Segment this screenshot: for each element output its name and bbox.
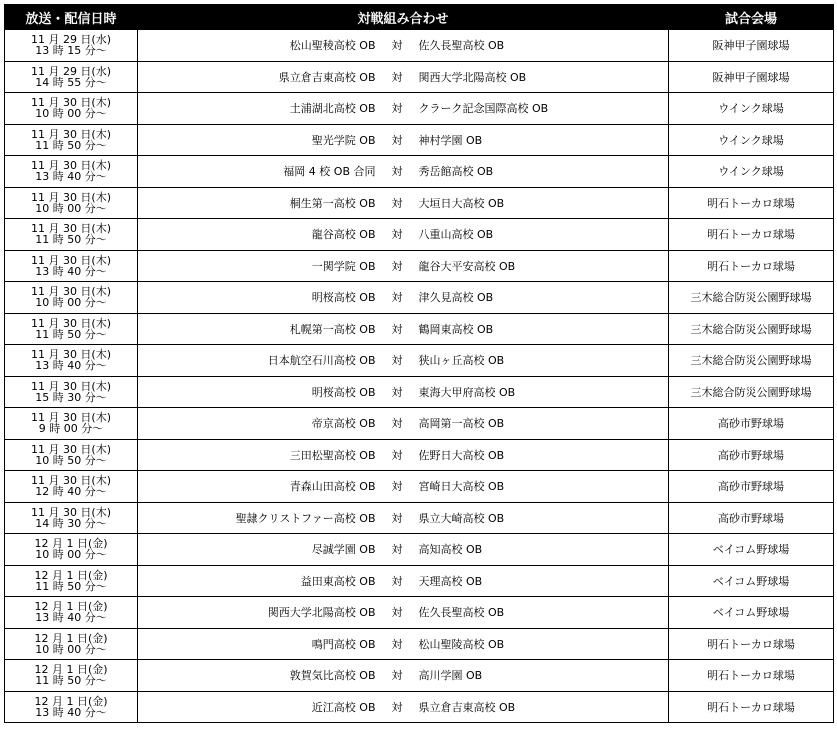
date-cell — [5, 124, 138, 156]
vs-label: 対 — [382, 345, 413, 377]
date-cell — [5, 660, 138, 692]
time-text: 11 時 50 分～ — [35, 579, 107, 593]
date-text: 12 月 1 日(金) — [34, 694, 108, 708]
vs-label: 対 — [382, 502, 413, 534]
venue-cell: 高砂市野球場 — [669, 502, 834, 534]
venue-cell: 明石トーカロ球場 — [669, 187, 834, 219]
home-team: 松山聖稜高校 OB — [138, 30, 382, 62]
date-cell — [5, 219, 138, 251]
away-team: 宮崎日大高校 OB — [413, 471, 669, 503]
time-text: 13 時 40 分～ — [35, 264, 107, 278]
home-team: 青森山田高校 OB — [138, 471, 382, 503]
date-cell — [5, 597, 138, 629]
time-text: 10 時 00 分～ — [35, 642, 107, 656]
date-cell — [5, 313, 138, 345]
away-team: 佐野日大高校 OB — [413, 439, 669, 471]
vs-label: 対 — [382, 124, 413, 156]
date-text: 12 月 1 日(金) — [34, 537, 108, 551]
away-team: 佐久長聖高校 OB — [413, 597, 669, 629]
table-row — [5, 313, 834, 345]
time-text: 13 時 40 分～ — [35, 170, 107, 184]
table-row — [5, 471, 834, 503]
venue-cell: 明石トーカロ球場 — [669, 691, 834, 723]
home-team: 桐生第一高校 OB — [138, 187, 382, 219]
table-row — [5, 534, 834, 566]
date-text: 11 月 30 日(木) — [30, 348, 112, 362]
date-text: 11 月 29 日(水) — [30, 33, 112, 47]
table-row — [5, 691, 834, 723]
date-cell — [5, 282, 138, 314]
vs-label: 対 — [382, 313, 413, 345]
away-team: 関西大学北陽高校 OB — [413, 61, 669, 93]
date-text: 11 月 30 日(木) — [30, 285, 112, 299]
date-text: 12 月 1 日(金) — [34, 600, 108, 614]
table-row — [5, 282, 834, 314]
venue-cell: 阪神甲子園球場 — [669, 61, 834, 93]
time-text: 11 時 50 分～ — [35, 233, 107, 247]
date-cell — [5, 93, 138, 125]
date-text: 11 月 30 日(木) — [30, 316, 112, 330]
time-text: 12 時 40 分～ — [35, 485, 107, 499]
date-text: 11 月 30 日(木) — [30, 96, 112, 110]
table-row — [5, 345, 834, 377]
date-text: 11 月 30 日(木) — [30, 442, 112, 456]
time-text: 14 時 30 分～ — [35, 516, 107, 530]
away-team: 県立倉吉東高校 OB — [413, 691, 669, 723]
home-team: 益田東高校 OB — [138, 565, 382, 597]
venue-cell: ベイコム野球場 — [669, 565, 834, 597]
date-text: 11 月 30 日(木) — [30, 379, 112, 393]
away-team: 狭山ヶ丘高校 OB — [413, 345, 669, 377]
time-text: 15 時 30 分～ — [35, 390, 107, 404]
date-cell — [5, 61, 138, 93]
home-team: 尽誠学園 OB — [138, 534, 382, 566]
date-text: 11 月 30 日(木) — [30, 159, 112, 173]
home-team: 明桜高校 OB — [138, 282, 382, 314]
venue-cell: 高砂市野球場 — [669, 408, 834, 440]
venue-cell: ベイコム野球場 — [669, 534, 834, 566]
venue-cell: 高砂市野球場 — [669, 439, 834, 471]
date-text: 12 月 1 日(金) — [34, 663, 108, 677]
vs-label: 対 — [382, 376, 413, 408]
table-row — [5, 93, 834, 125]
date-cell — [5, 250, 138, 282]
table-row — [5, 187, 834, 219]
vs-label: 対 — [382, 471, 413, 503]
home-team: 近江高校 OB — [138, 691, 382, 723]
venue-cell: 三木総合防災公園野球場 — [669, 345, 834, 377]
home-team: 福岡 4 校 OB 合同 — [138, 156, 382, 188]
away-team: 八重山高校 OB — [413, 219, 669, 251]
date-text: 11 月 30 日(木) — [30, 505, 112, 519]
away-team: 松山聖陵高校 OB — [413, 628, 669, 660]
table-row — [5, 124, 834, 156]
away-team: 天理高校 OB — [413, 565, 669, 597]
time-text: 13 時 40 分～ — [35, 705, 107, 719]
venue-cell: ウインク球場 — [669, 124, 834, 156]
home-team: 聖光学院 OB — [138, 124, 382, 156]
time-text: 9 時 00 分～ — [38, 422, 104, 436]
home-team: 一関学院 OB — [138, 250, 382, 282]
vs-label: 対 — [382, 439, 413, 471]
home-team: 帝京高校 OB — [138, 408, 382, 440]
venue-cell: 三木総合防災公園野球場 — [669, 282, 834, 314]
home-team: 県立倉吉東高校 OB — [138, 61, 382, 93]
home-team: 敦賀気比高校 OB — [138, 660, 382, 692]
vs-label: 対 — [382, 93, 413, 125]
date-text: 11 月 30 日(木) — [30, 190, 112, 204]
home-team: 土浦湖北高校 OB — [138, 93, 382, 125]
venue-cell: 三木総合防災公園野球場 — [669, 376, 834, 408]
home-team: 関西大学北陽高校 OB — [138, 597, 382, 629]
schedule-rows — [5, 30, 834, 723]
table-row — [5, 565, 834, 597]
table-row — [5, 628, 834, 660]
table-row — [5, 408, 834, 440]
date-text: 11 月 29 日(水) — [30, 64, 112, 78]
time-text: 10 時 50 分～ — [35, 453, 107, 467]
date-text: 11 月 30 日(木) — [30, 474, 112, 488]
date-text: 11 月 30 日(木) — [30, 411, 112, 425]
time-text: 14 時 55 分～ — [35, 75, 107, 89]
away-team: 津久見高校 OB — [413, 282, 669, 314]
vs-label: 対 — [382, 219, 413, 251]
table-row — [5, 376, 834, 408]
header-venue: 試合会場 — [669, 5, 834, 30]
home-team: 日本航空石川高校 OB — [138, 345, 382, 377]
table-row — [5, 30, 834, 62]
home-team: 札幌第一高校 OB — [138, 313, 382, 345]
date-text: 11 月 30 日(木) — [30, 222, 112, 236]
vs-label: 対 — [382, 408, 413, 440]
date-cell — [5, 345, 138, 377]
home-team: 三田松聖高校 OB — [138, 439, 382, 471]
date-cell — [5, 439, 138, 471]
away-team: 東海大甲府高校 OB — [413, 376, 669, 408]
vs-label: 対 — [382, 250, 413, 282]
vs-label: 対 — [382, 30, 413, 62]
table-row — [5, 597, 834, 629]
date-cell — [5, 565, 138, 597]
date-cell — [5, 187, 138, 219]
time-text: 11 時 50 分～ — [35, 138, 107, 152]
table-row — [5, 439, 834, 471]
home-team: 龍谷高校 OB — [138, 219, 382, 251]
schedule-table — [4, 4, 834, 723]
time-text: 10 時 00 分～ — [35, 201, 107, 215]
home-team: 明桜高校 OB — [138, 376, 382, 408]
venue-cell: 三木総合防災公園野球場 — [669, 313, 834, 345]
venue-cell: 明石トーカロ球場 — [669, 250, 834, 282]
table-row — [5, 219, 834, 251]
vs-label: 対 — [382, 660, 413, 692]
home-team: 聖隷クリストファー高校 OB — [138, 502, 382, 534]
vs-label: 対 — [382, 61, 413, 93]
venue-cell: 明石トーカロ球場 — [669, 660, 834, 692]
vs-label: 対 — [382, 691, 413, 723]
vs-label: 対 — [382, 565, 413, 597]
date-cell — [5, 30, 138, 62]
venue-cell: 明石トーカロ球場 — [669, 219, 834, 251]
time-text: 13 時 40 分～ — [35, 611, 107, 625]
away-team: 県立大崎高校 OB — [413, 502, 669, 534]
time-text: 13 時 40 分～ — [35, 359, 107, 373]
vs-label: 対 — [382, 187, 413, 219]
venue-cell: ウインク球場 — [669, 156, 834, 188]
date-text: 11 月 30 日(木) — [30, 253, 112, 267]
time-text: 10 時 00 分～ — [35, 548, 107, 562]
away-team: 高岡第一高校 OB — [413, 408, 669, 440]
venue-cell: ウインク球場 — [669, 93, 834, 125]
away-team: 佐久長聖高校 OB — [413, 30, 669, 62]
date-cell — [5, 502, 138, 534]
vs-label: 対 — [382, 628, 413, 660]
date-cell — [5, 691, 138, 723]
vs-label: 対 — [382, 282, 413, 314]
away-team: 鶴岡東高校 OB — [413, 313, 669, 345]
home-team: 鳴門高校 OB — [138, 628, 382, 660]
date-cell — [5, 408, 138, 440]
away-team: 龍谷大平安高校 OB — [413, 250, 669, 282]
away-team: 高川学園 OB — [413, 660, 669, 692]
venue-cell: ベイコム野球場 — [669, 597, 834, 629]
away-team: 高知高校 OB — [413, 534, 669, 566]
header-matchup: 対戦組み合わせ — [138, 5, 669, 30]
date-cell — [5, 628, 138, 660]
date-cell — [5, 534, 138, 566]
time-text: 11 時 50 分～ — [35, 674, 107, 688]
table-row — [5, 156, 834, 188]
date-text: 11 月 30 日(木) — [30, 127, 112, 141]
table-row — [5, 250, 834, 282]
away-team: クラーク記念国際高校 OB — [413, 93, 669, 125]
time-text: 10 時 00 分～ — [35, 107, 107, 121]
table-row — [5, 61, 834, 93]
vs-label: 対 — [382, 156, 413, 188]
time-text: 13 時 15 分～ — [35, 44, 107, 58]
header-row — [5, 5, 834, 30]
date-text: 12 月 1 日(金) — [34, 568, 108, 582]
time-text: 10 時 00 分～ — [35, 296, 107, 310]
time-text: 11 時 50 分～ — [35, 327, 107, 341]
away-team: 秀岳館高校 OB — [413, 156, 669, 188]
venue-cell: 高砂市野球場 — [669, 471, 834, 503]
away-team: 大垣日大高校 OB — [413, 187, 669, 219]
vs-label: 対 — [382, 597, 413, 629]
table-row — [5, 502, 834, 534]
vs-label: 対 — [382, 534, 413, 566]
header-date: 放送・配信日時 — [5, 5, 138, 30]
venue-cell: 明石トーカロ球場 — [669, 628, 834, 660]
date-cell — [5, 156, 138, 188]
date-cell — [5, 471, 138, 503]
away-team: 神村学園 OB — [413, 124, 669, 156]
date-cell — [5, 376, 138, 408]
date-text: 12 月 1 日(金) — [34, 631, 108, 645]
table-row — [5, 660, 834, 692]
venue-cell: 阪神甲子園球場 — [669, 30, 834, 62]
